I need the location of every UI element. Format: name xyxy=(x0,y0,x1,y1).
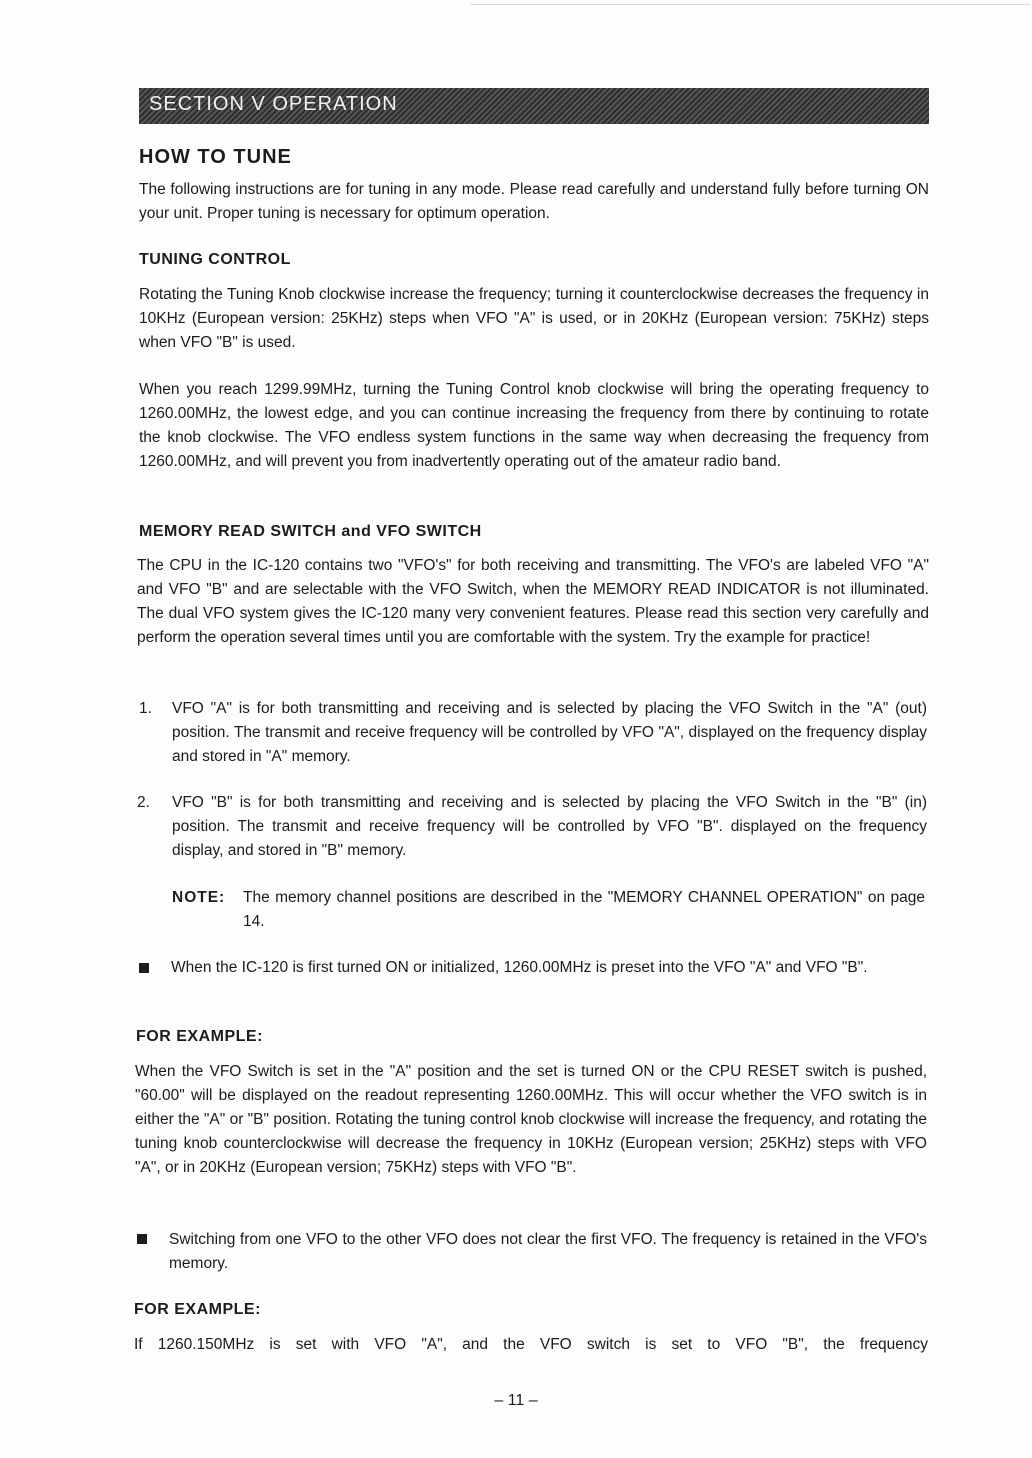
list-item-number: 1. xyxy=(139,700,152,717)
example-paragraph-1: When the VFO Switch is set in the "A" position and the set is turned ON or the CPU RESET switch is pushed, "60.00" will be displayed on the readout representing 1260.00MHz. This will occur whether the VFO switch is in either the "A" or "B" position. Rotating the tuning control knob clockwise will increase the frequency, and rotating the tuning knob counterclockwise will decrease the frequency in 10KHz (European version; 25KHz) steps with VFO "A", or in 20KHz (European version; 75KHz) steps with VFO "B". xyxy=(135,1063,927,1176)
example-paragraph-2: If 1260.150MHz is set with VFO "A", and the VFO switch is set to VFO "B", the frequency xyxy=(134,1336,928,1353)
memory-read-paragraph: The CPU in the IC-120 contains two "VFO's" for both receiving and transmitting. The VFO's are labeled VFO "A" and VFO "B" and are selectable with the VFO Switch, when the MEMORY READ INDICATOR is not illuminated. The dual VFO system gives the IC-120 many very convenient features. Please read this section very carefully and perform the operation several times until you are comfortable with the system. Try the example for practice! xyxy=(137,557,929,646)
bullet-paragraph-1: When the IC-120 is first turned ON or initialized, 1260.00MHz is preset into the VFO "A" and VFO "B". xyxy=(171,959,868,976)
list-item-text: VFO "B" is for both transmitting and receiving and is selected by placing the VFO Switch in the "B" (in) position. The transmit and receive frequency will be controlled by VFO "B". displayed on the frequency display, and stored in "B" memory. xyxy=(172,794,927,859)
memory-read-heading: MEMORY READ SWITCH and VFO SWITCH xyxy=(139,523,482,540)
intro-paragraph: The following instructions are for tuning in any mode. Please read carefully and understand fully before turning ON your unit. Proper tuning is necessary for optimum operation. xyxy=(139,181,929,222)
top-edge-line xyxy=(470,4,1030,5)
tuning-control-paragraph-1: Rotating the Tuning Knob clockwise increase the frequency; turning it counterclockwise decreases the frequency in 10KHz (European version: 25KHz) steps when VFO "A" is used, or in 20KHz (European version: 75KHz) steps when VFO "B" is used. xyxy=(139,286,929,351)
tuning-control-heading: TUNING CONTROL xyxy=(139,251,291,268)
tuning-control-paragraph-2: When you reach 1299.99MHz, turning the Tuning Control knob clockwise will bring the operating frequency to 1260.00MHz, the lowest edge, and you can continue increasing the frequency from there by continuing to rotate the knob clockwise. The VFO endless system functions in the same way when decreasing the frequency from 1260.00MHz, and will prevent you from inadvertently operating out of the amateur radio band. xyxy=(139,381,929,470)
bullet-paragraph-2: Switching from one VFO to the other VFO does not clear the first VFO. The frequency is retained in the VFO's memory. xyxy=(169,1231,927,1272)
list-item-text: VFO "A" is for both transmitting and receiving and is selected by placing the VFO Switch in the "A" (out) position. The transmit and receive frequency will be controlled by VFO "A", displayed on the frequency display and stored in "A" memory. xyxy=(172,700,927,765)
page-title: HOW TO TUNE xyxy=(139,146,292,168)
example-heading-2: FOR EXAMPLE: xyxy=(134,1301,261,1318)
note-label: NOTE: xyxy=(172,889,226,906)
page-number: – 11 – xyxy=(494,1392,538,1409)
section-banner-label: SECTION V OPERATION xyxy=(149,93,398,115)
bullet-square-icon xyxy=(139,963,149,973)
example-heading-1: FOR EXAMPLE: xyxy=(136,1028,263,1045)
bullet-square-icon xyxy=(137,1234,147,1244)
list-item-number: 2. xyxy=(137,794,150,811)
note-text: The memory channel positions are described in the "MEMORY CHANNEL OPERATION" on page 14. xyxy=(243,889,925,930)
section-banner xyxy=(139,88,929,124)
